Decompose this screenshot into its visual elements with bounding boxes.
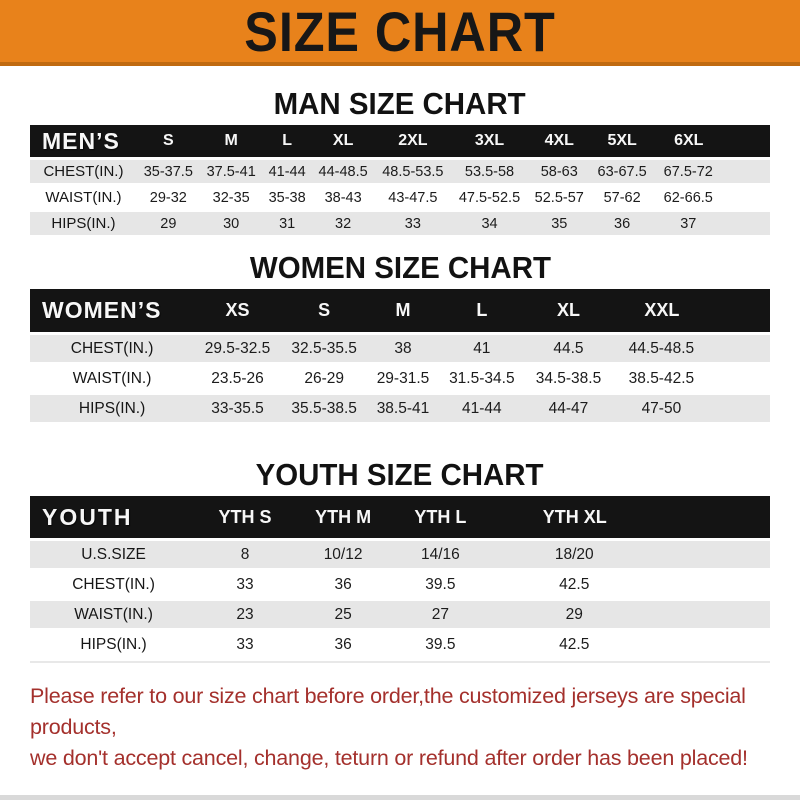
men-size-table (30, 122, 770, 238)
bottom-strip (0, 795, 800, 800)
measure-value: 25 (334, 605, 352, 623)
measure-row (30, 365, 770, 392)
size-header-cell: YTH L (414, 506, 467, 527)
measure-value: 58-63 (540, 163, 578, 180)
measure-value: 41-44 (461, 399, 502, 417)
youth-size-chart-heading (0, 457, 800, 493)
women-size-chart-heading (0, 250, 800, 286)
measure-label: WAIST(IN.) (74, 605, 153, 623)
measure-value: 44.5 (553, 339, 584, 357)
measure-value: 31.5-34.5 (449, 369, 515, 387)
measure-value: 32 (335, 215, 352, 232)
size-chart-banner (0, 0, 800, 66)
measure-label: CHEST(IN.) (72, 575, 155, 593)
banner-title: SIZE CHART (244, 0, 556, 63)
size-header-cell: 2XL (398, 132, 428, 149)
table-title-cell: YOUTH (42, 503, 133, 530)
measure-label: WAIST(IN.) (72, 369, 152, 387)
measure-value: 26-29 (304, 369, 344, 387)
disclaimer-line-2: we don't accept cancel, change, teturn or refund after order has been placed! (30, 746, 748, 770)
measure-value: 35-37.5 (143, 163, 193, 180)
measure-value: 14/16 (420, 545, 460, 563)
measure-value: 57-62 (603, 189, 641, 206)
measure-value: 38 (394, 339, 412, 357)
measure-value: 29 (160, 215, 177, 232)
measure-value: 44-48.5 (318, 163, 368, 180)
measure-value: 38.5-41 (376, 399, 430, 417)
table-title-cell: MEN’S (42, 127, 120, 154)
measure-value: 62-66.5 (663, 189, 713, 206)
measure-label: CHEST(IN.) (70, 339, 154, 357)
measure-value: 34 (481, 215, 498, 232)
size-header-cell: XXL (644, 300, 680, 320)
measure-value: 52.5-57 (534, 189, 584, 206)
measure-value: 37.5-41 (206, 163, 256, 180)
measure-row (30, 212, 770, 235)
measure-value: 33 (236, 635, 254, 653)
measure-label: CHEST(IN.) (43, 163, 124, 180)
size-header-cell: M (395, 300, 411, 320)
measure-value: 39.5 (425, 575, 456, 593)
women-size-table (30, 286, 770, 425)
measure-value: 41 (473, 339, 491, 357)
measure-value: 23 (236, 605, 254, 623)
measure-value: 29.5-32.5 (204, 339, 271, 357)
measure-value: 36 (334, 635, 352, 653)
measure-value: 10/12 (323, 545, 363, 563)
measure-row (30, 395, 770, 422)
size-header-cell: 6XL (674, 132, 704, 149)
measure-value: 35-38 (268, 189, 306, 206)
youth-size-table (30, 493, 770, 661)
measure-value: 29-31.5 (376, 369, 430, 387)
man-heading-text: MAN SIZE CHART (274, 86, 526, 121)
measure-label: HIPS(IN.) (80, 635, 147, 653)
size-header-cell: L (476, 300, 488, 320)
measure-row (30, 335, 770, 362)
measure-value: 34.5-38.5 (535, 369, 602, 387)
measure-value: 35 (551, 215, 568, 232)
size-header-cell: 4XL (544, 132, 574, 149)
measure-value: 38-43 (324, 189, 362, 206)
size-header-cell: M (224, 132, 238, 149)
size-header-cell: XS (225, 300, 250, 320)
disclaimer (30, 681, 772, 774)
measure-value: 47-50 (641, 399, 682, 417)
measure-value: 35.5-38.5 (291, 399, 357, 417)
measure-value: 32.5-35.5 (291, 339, 357, 357)
measure-row (30, 601, 770, 628)
size-header-cell: YTH S (218, 506, 272, 527)
measure-value: 32-35 (212, 189, 250, 206)
size-header-cell: XL (332, 132, 354, 149)
measure-value: 44.5-48.5 (628, 339, 695, 357)
measure-value: 42.5 (559, 635, 590, 653)
size-header-cell: XL (556, 300, 580, 320)
measure-value: 27 (431, 605, 450, 623)
measure-value: 29-32 (149, 189, 187, 206)
measure-value: 44-47 (548, 399, 589, 417)
measure-value: 63-67.5 (597, 163, 647, 180)
measure-value: 47.5-52.5 (458, 189, 521, 206)
measure-value: 33 (236, 575, 254, 593)
measure-value: 36 (334, 575, 352, 593)
man-size-chart-heading (0, 86, 800, 122)
size-header-cell: YTH XL (542, 506, 607, 527)
size-header-cell: YTH M (315, 506, 372, 527)
measure-label: HIPS(IN.) (51, 215, 116, 232)
measure-value: 18/20 (554, 545, 594, 563)
table-header-row (30, 125, 770, 157)
table-header-row (30, 496, 770, 538)
measure-value: 23.5-26 (211, 369, 264, 387)
measure-value: 29 (565, 605, 583, 623)
measure-label: WAIST(IN.) (45, 189, 122, 206)
measure-value: 43-47.5 (388, 189, 438, 206)
size-header-cell: L (282, 132, 293, 149)
measure-row (30, 160, 770, 183)
measure-value: 33 (404, 215, 421, 232)
measure-label: HIPS(IN.) (78, 399, 146, 417)
measure-value: 31 (279, 215, 296, 232)
measure-value: 53.5-58 (464, 163, 515, 180)
measure-value: 36 (614, 215, 631, 232)
measure-label: U.S.SIZE (81, 545, 146, 563)
size-header-cell: 5XL (607, 132, 637, 149)
size-header-cell: 3XL (474, 132, 505, 149)
youth-heading-text: YOUTH SIZE CHART (256, 457, 544, 492)
measure-value: 8 (240, 545, 250, 563)
disclaimer-line-1: Please refer to our size chart before order,the customized jerseys are special products, (30, 684, 746, 739)
measure-row (30, 186, 770, 209)
measure-row (30, 631, 770, 658)
measure-value: 30 (223, 215, 240, 232)
measure-value: 41-44 (268, 163, 306, 180)
size-header-cell: S (162, 132, 174, 149)
measure-row (30, 571, 770, 598)
measure-value: 37 (680, 215, 697, 232)
measure-value: 38.5-42.5 (628, 369, 695, 387)
table-header-row (30, 289, 770, 332)
measure-value: 39.5 (425, 635, 456, 653)
measure-value: 48.5-53.5 (382, 163, 444, 180)
measure-value: 67.5-72 (663, 163, 713, 180)
measure-value: 33-35.5 (211, 399, 264, 417)
women-heading-text: WOMEN SIZE CHART (249, 250, 551, 285)
measure-value: 42.5 (559, 575, 590, 593)
measure-row (30, 541, 770, 568)
table-title-cell: WOMEN’S (42, 297, 162, 323)
size-header-cell: S (318, 300, 331, 320)
